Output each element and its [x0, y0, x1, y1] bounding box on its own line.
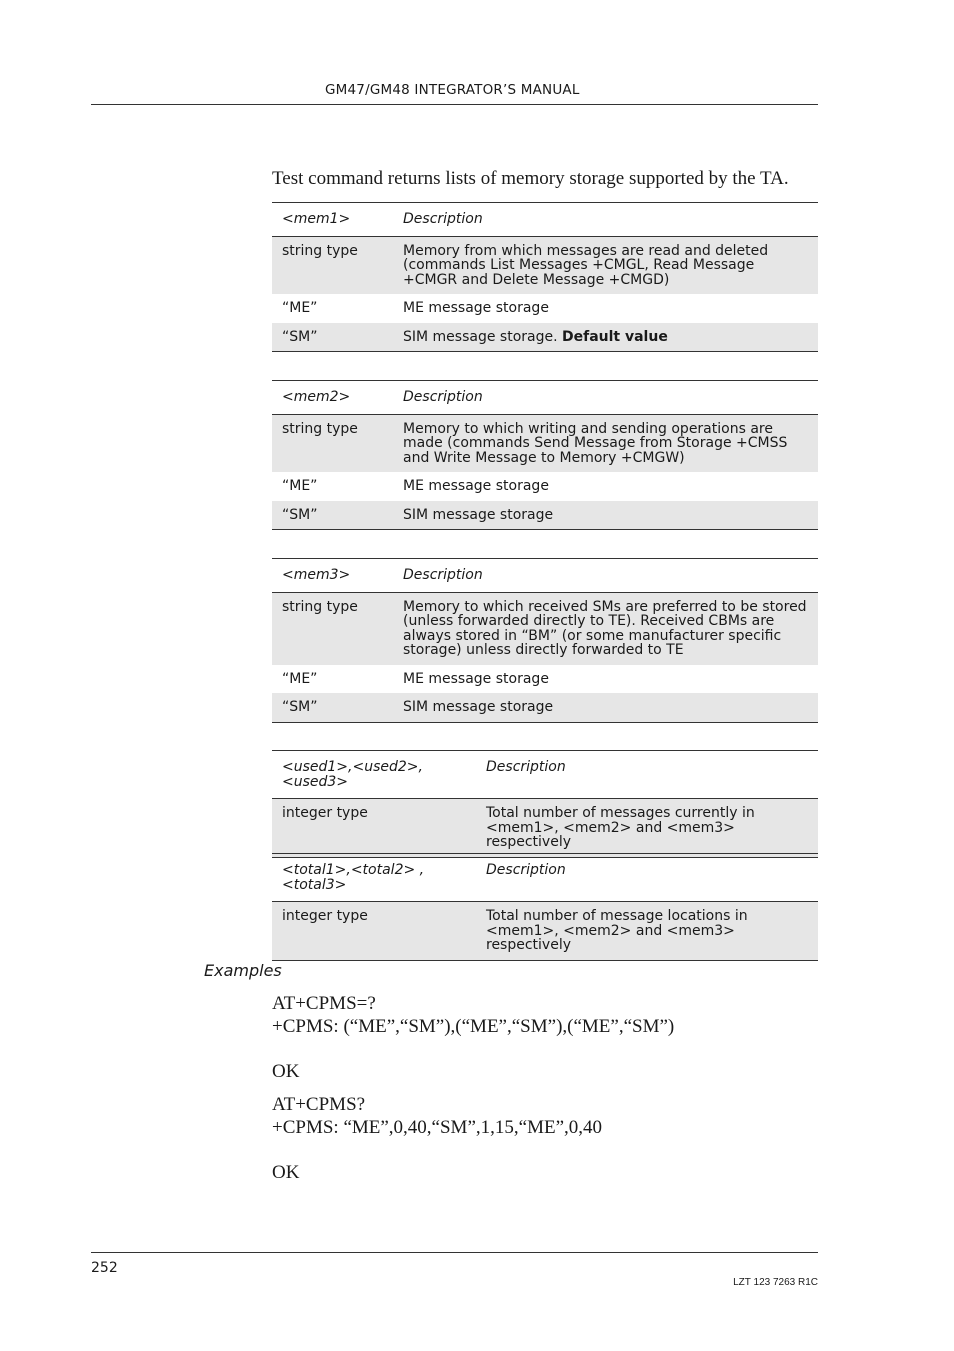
table-row [272, 323, 818, 352]
header-rule [91, 104, 818, 105]
param-value: “ME” [282, 670, 318, 687]
param-header: <mem3> [272, 559, 393, 593]
description-header: Description [476, 751, 818, 799]
table-header-row [272, 751, 818, 799]
param-value: “SM” [272, 323, 393, 352]
description-text: SIM message storage. [403, 328, 562, 345]
mem3-table [272, 558, 818, 723]
table-row [272, 693, 818, 722]
param-value: string type [272, 414, 393, 472]
param-value: string type [272, 592, 393, 665]
description-header: Description [393, 559, 818, 593]
example-2-ok: OK [272, 1162, 300, 1183]
table-header-row [272, 559, 818, 593]
param-value: string type [272, 236, 393, 294]
param-description: ME message storage [403, 300, 549, 316]
default-value-label: Default value [562, 328, 668, 345]
intro-paragraph: Test command returns lists of memory storage supported by the TA. [272, 168, 789, 189]
param-description: Memory to which received SMs are preferred to be stored (unless forwarded directly to TE). Received CBMs are always stored in “BM” (or some manufacturer specific storage) unless directly forwarded to TE [393, 592, 818, 665]
table-row [272, 472, 818, 501]
param-header: <used1>,<used2>,<used3> [272, 751, 476, 799]
running-header: GM47/GM48 INTEGRATOR’S MANUAL [325, 82, 580, 98]
description-header: Description [393, 203, 818, 237]
table-row [272, 236, 818, 294]
examples-heading: Examples [204, 961, 282, 980]
param-description: ME message storage [403, 670, 549, 687]
param-value: “SM” [272, 693, 393, 722]
table-header-row [272, 854, 818, 902]
table-row [272, 665, 818, 694]
example-2-response: +CPMS: “ME”,0,40,“SM”,1,15,“ME”,0,40 [272, 1117, 603, 1138]
param-value: “ME” [282, 478, 318, 494]
param-description: Total number of messages currently in <mem1>, <mem2> and <mem3> respectively [476, 799, 818, 858]
table-row [272, 501, 818, 530]
param-description [393, 323, 818, 352]
table-row [272, 294, 818, 323]
param-description: SIM message storage [393, 693, 818, 722]
table-row [272, 414, 818, 472]
total-table [272, 853, 818, 961]
document-id: LZT 123 7263 R1C [733, 1277, 818, 1288]
param-header: <mem2> [272, 381, 393, 415]
description-header: Description [476, 854, 818, 902]
example-2-command: AT+CPMS? [272, 1094, 366, 1115]
example-1-response: +CPMS: (“ME”,“SM”),(“ME”,“SM”),(“ME”,“SM”) [272, 1016, 675, 1037]
table-row [272, 592, 818, 665]
footer-rule [91, 1252, 818, 1253]
example-1-ok: OK [272, 1061, 300, 1082]
param-description: Total number of message locations in <mem1>, <mem2> and <mem3> respectively [476, 902, 818, 961]
param-value: integer type [272, 902, 476, 961]
table-row [272, 799, 818, 858]
mem1-table [272, 202, 818, 352]
example-1-command: AT+CPMS=? [272, 993, 376, 1014]
table-row [272, 902, 818, 961]
page-number: 252 [91, 1260, 118, 1276]
param-description: SIM message storage [393, 501, 818, 530]
param-description: Memory to which writing and sending operations are made (commands Send Message from Storage +CMSS and Write Message to Memory +CMGW) [393, 414, 818, 472]
param-header: <mem1> [272, 203, 393, 237]
param-description: ME message storage [403, 478, 549, 494]
mem2-table [272, 380, 818, 530]
table-header-row [272, 203, 818, 237]
param-description: Memory from which messages are read and deleted (commands List Messages +CMGL, Read Message +CMGR and Delete Message +CMGD) [393, 236, 818, 294]
param-value: integer type [272, 799, 476, 858]
param-value: “SM” [272, 501, 393, 530]
description-header: Description [393, 381, 818, 415]
used-table [272, 750, 818, 858]
param-value: “ME” [282, 300, 318, 316]
table-header-row [272, 381, 818, 415]
param-header: <total1>,<total2> ,<total3> [272, 854, 476, 902]
